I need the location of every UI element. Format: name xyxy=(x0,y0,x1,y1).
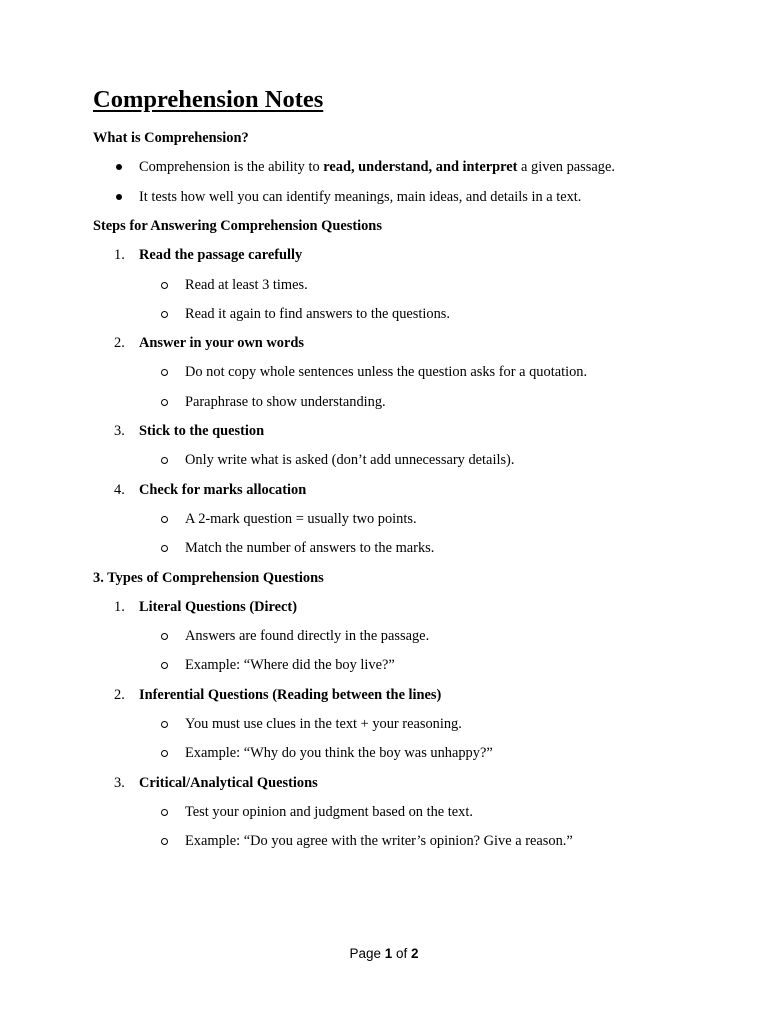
sub-list-item: A 2-mark question = usually two points. xyxy=(185,510,417,527)
circle-bullet-icon xyxy=(161,662,168,669)
list-item-label: Answer in your own words xyxy=(139,335,304,352)
sub-list-item: You must use clues in the text + your reasoning. xyxy=(185,716,462,732)
list-item-label: Critical/Analytical Questions xyxy=(139,774,318,791)
list-item-label: Check for marks allocation xyxy=(139,481,307,498)
sub-list-item: Match the number of answers to the marks. xyxy=(185,540,435,557)
circle-bullet-icon xyxy=(161,633,168,640)
page-footer xyxy=(0,945,768,963)
list-number: 2. xyxy=(114,335,125,352)
footer-prefix: Page xyxy=(349,946,385,961)
bullet-item xyxy=(139,158,615,176)
section-heading: Steps for Answering Comprehension Questions xyxy=(93,217,382,234)
bullet-icon xyxy=(116,194,122,200)
page-title: Comprehension Notes xyxy=(93,86,324,113)
footer-total-pages: 2 xyxy=(411,946,419,961)
list-item-label: Literal Questions (Direct) xyxy=(139,598,297,615)
list-item-label: Stick to the question xyxy=(139,423,265,439)
circle-bullet-icon xyxy=(161,545,168,552)
circle-bullet-icon xyxy=(161,311,168,318)
bullet-icon xyxy=(116,164,122,170)
circle-bullet-icon xyxy=(161,809,168,816)
bullet-text-end: a given passage. xyxy=(517,159,615,176)
sub-list-item: Paraphrase to show understanding. xyxy=(185,393,386,410)
sub-list-item: Test your opinion and judgment based on the text. xyxy=(185,803,473,820)
footer-current-page: 1 xyxy=(384,946,393,961)
sub-list-item: Only write what is asked (don’t add unnecessary details). xyxy=(185,452,515,469)
bullet-item xyxy=(139,188,581,206)
list-item-label: Read the passage carefully xyxy=(139,247,303,264)
list-item-label: Inferential Questions (Reading between the lines) xyxy=(139,686,442,703)
sub-list-item: Example: “Why do you think the boy was unhappy?” xyxy=(185,745,493,762)
sub-list-item: Example: “Do you agree with the writer’s opinion? Give a reason.” xyxy=(185,833,573,850)
sub-list-item: Do not copy whole sentences unless the question asks for a quotation. xyxy=(185,364,588,381)
circle-bullet-icon xyxy=(161,516,168,523)
bullet-bold-text: read, understand, and interpret xyxy=(323,159,518,176)
circle-bullet-icon xyxy=(161,399,168,406)
bullet-text: It tests how well you can identify meanings, main ideas, and details in a text. xyxy=(139,188,582,205)
circle-bullet-icon xyxy=(161,282,168,289)
sub-list-item: Read it again to find answers to the questions. xyxy=(185,305,450,322)
circle-bullet-icon xyxy=(161,750,168,757)
circle-bullet-icon xyxy=(161,369,168,376)
section-heading: 3. Types of Comprehension Questions xyxy=(93,569,324,586)
section-heading: What is Comprehension? xyxy=(93,130,249,146)
bullet-text: Comprehension is the ability to xyxy=(139,159,324,176)
circle-bullet-icon xyxy=(161,721,168,728)
sub-list-item: Example: “Where did the boy live?” xyxy=(185,657,395,674)
list-number: 3. xyxy=(114,423,125,439)
list-number: 2. xyxy=(114,686,125,703)
footer-middle: of xyxy=(392,946,412,961)
list-number: 1. xyxy=(114,598,125,615)
list-number: 3. xyxy=(114,774,125,791)
list-number: 1. xyxy=(114,247,125,264)
list-number: 4. xyxy=(114,481,125,498)
circle-bullet-icon xyxy=(161,457,168,464)
sub-list-item: Read at least 3 times. xyxy=(185,276,308,293)
circle-bullet-icon xyxy=(161,838,168,845)
sub-list-item: Answers are found directly in the passage. xyxy=(185,628,430,645)
